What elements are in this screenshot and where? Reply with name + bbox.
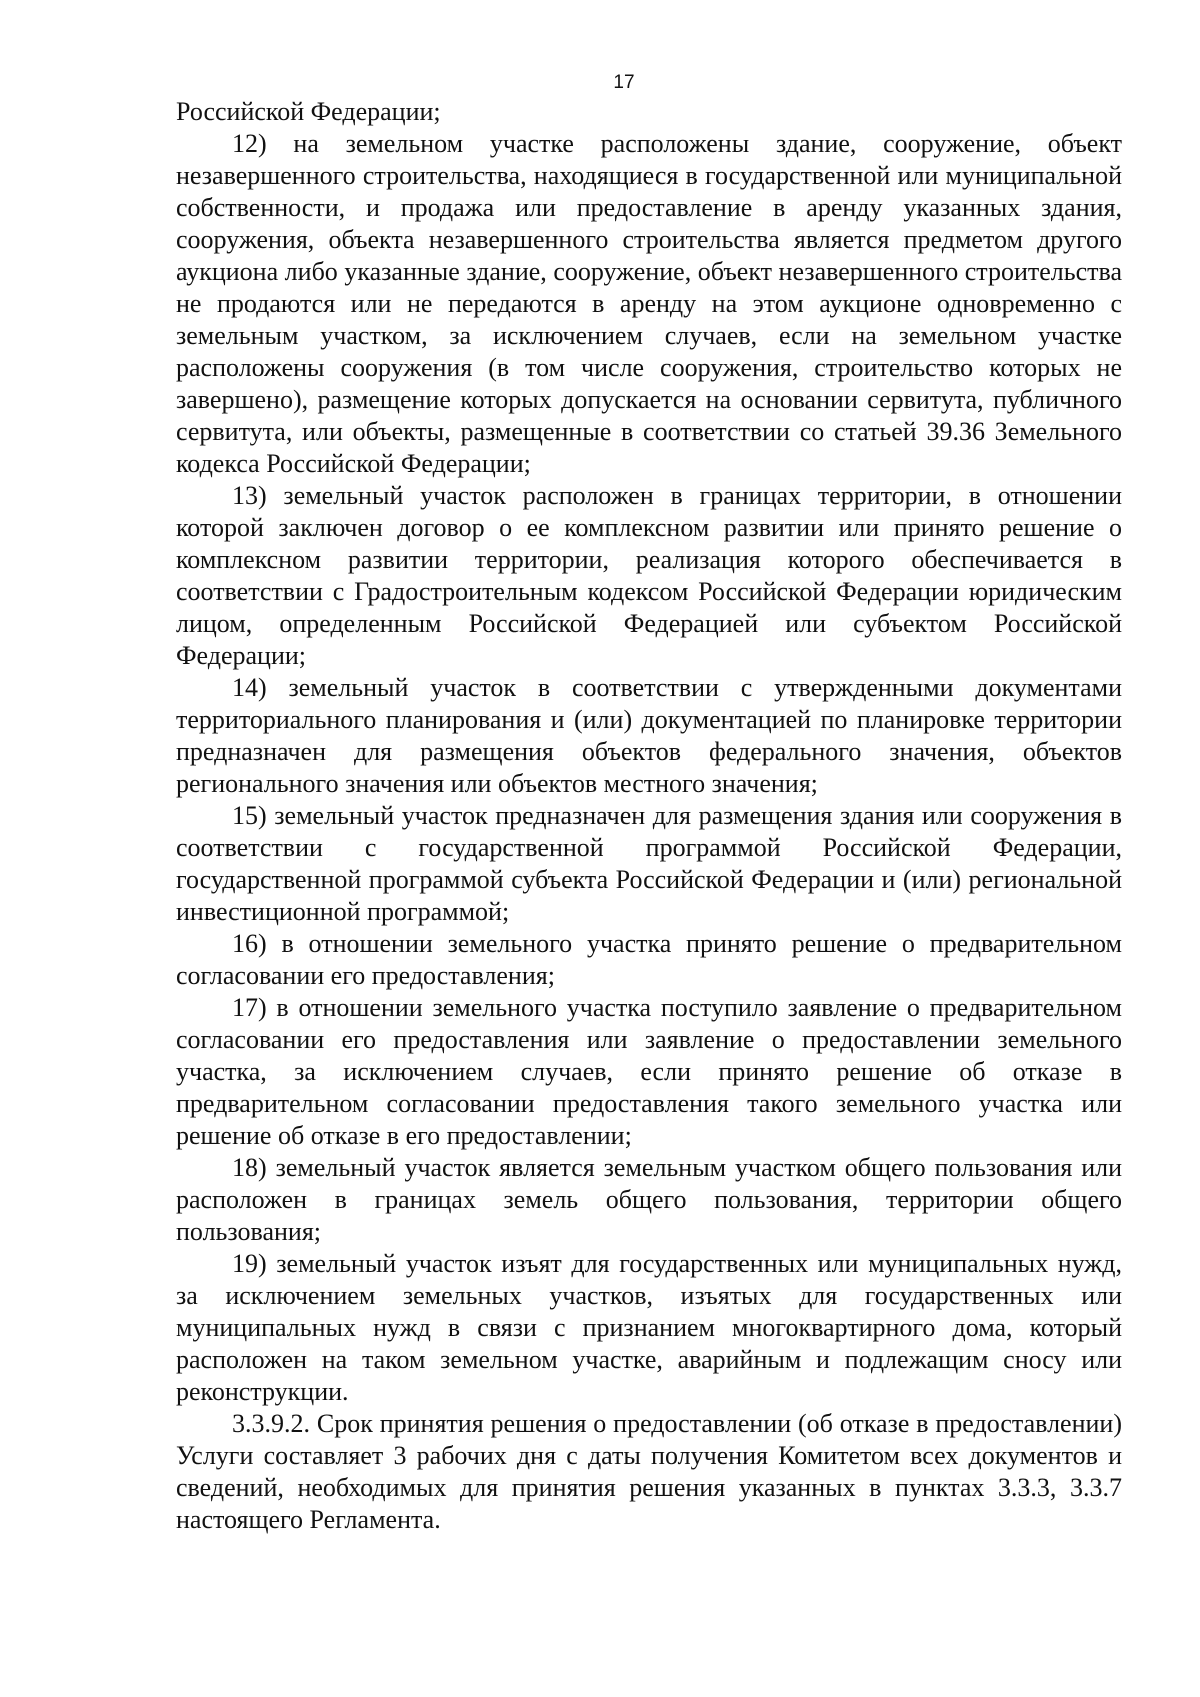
paragraph-continuation: Российской Федерации; — [176, 97, 441, 126]
paragraph-item-17: 17) в отношении земельного участка поступило заявление о предварительном согласовании его предоставления или заявление о предоставлении земельного участка, за исключением случаев, если принято решение об отказе в предварительном согласовании предоставления такого земельного участка или решение об отказе в его предоставлении; — [176, 993, 1122, 1150]
paragraph-item-14: 14) земельный участок в соответствии с утвержденными документами территориального планирования и (или) документацией по планировке территории предназначен для размещения объектов федерального значения, объектов регионального значения или объектов местного значения; — [176, 673, 1122, 798]
paragraph-item-15: 15) земельный участок предназначен для размещения здания или сооружения в соответствии с государственной программой Российской Федерации, государственной программой субъекта Российской Федерации и (или) региональной инвестиционной программой; — [176, 801, 1122, 926]
document-body — [176, 96, 1122, 1536]
paragraph-item-12: 12) на земельном участке расположены здание, сооружение, объект незавершенного строительства, находящиеся в государственной или муниципальной собственности, и продажа или предоставление в аренду указанных здания, сооружения, объекта незавершенного строительства является предметом другого аукциона либо указанные здание, сооружение, объект незавершенного строительства не продаются или не передаются в аренду на этом аукционе одновременно с земельным участком, за исключением случаев, если на земельном участке расположены сооружения (в том числе сооружения, строительство которых не завершено), размещение которых допускается на основании сервитута, публичного сервитута, или объекты, размещенные в соответствии со статьей 39.36 Земельного кодекса Российской Федерации; — [176, 129, 1122, 478]
paragraph-item-13: 13) земельный участок расположен в границах территории, в отношении которой заключен договор о ее комплексном развитии или принято решение о комплексном развитии территории, реализация которого обеспечивается в соответствии с Градостроительным кодексом Российской Федерации юридическим лицом, определенным Российской Федерацией или субъектом Российской Федерации; — [176, 481, 1122, 670]
paragraph-item-16: 16) в отношении земельного участка принято решение о предварительном согласовании его предоставления; — [176, 929, 1122, 990]
paragraph-section-3-3-9-2: 3.3.9.2. Срок принятия решения о предоставлении (об отказе в предоставлении) Услуги составляет 3 рабочих дня с даты получения Комитетом всех документов и сведений, необходимых для принятия решения указанных в пунктах 3.3.3, 3.3.7 настоящего Регламента. — [176, 1409, 1122, 1534]
paragraph-item-18: 18) земельный участок является земельным участком общего пользования или расположен в границах земель общего пользования, территории общего пользования; — [176, 1153, 1122, 1246]
paragraph-item-19: 19) земельный участок изъят для государственных или муниципальных нужд, за исключением земельных участков, изъятых для государственных или муниципальных нужд в связи с признанием многоквартирного дома, который расположен на таком земельном участке, аварийным и подлежащим сносу или реконструкции. — [176, 1249, 1122, 1406]
page-number: 17 — [613, 72, 635, 93]
